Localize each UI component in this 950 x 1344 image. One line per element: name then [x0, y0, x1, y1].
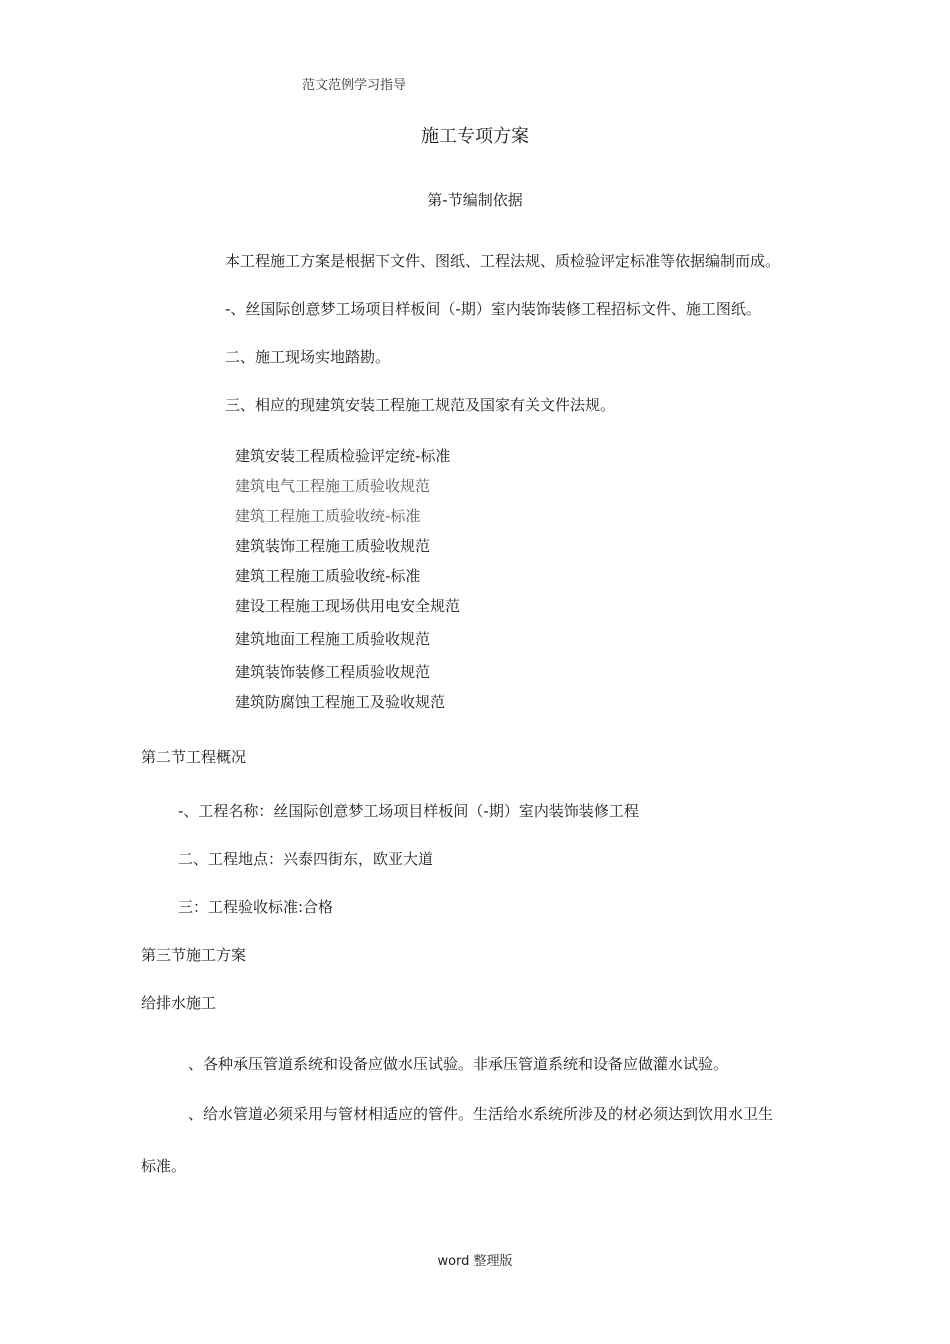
standard-item: 建筑装饰装修工程质验收规范: [235, 663, 431, 681]
standard-item: 建筑安装工程质检验评定统-标准: [235, 447, 451, 465]
section2-title: 第二节工程概况: [141, 748, 247, 766]
section3-continuation: 标准。: [141, 1157, 187, 1175]
section2-item-2: 二、工程地点：兴泰四街东，欧亚大道: [178, 850, 434, 868]
section3-item-1: 、各种承压管道系统和设备应做水压试验。非承压管道系统和设备应做灌水试验。: [188, 1055, 729, 1073]
standard-item: 建筑电气工程施工质验收规范: [235, 477, 431, 495]
section3-subtitle: 给排水施工: [141, 994, 217, 1012]
standard-item: 建筑地面工程施工质验收规范: [235, 630, 431, 648]
section2-item-3: 三：工程验收标准:合格: [178, 898, 334, 916]
standard-item: 建筑装饰工程施工质验收规范: [235, 537, 431, 555]
section1-title: 第-节编制依据: [427, 191, 523, 209]
standard-item: 建筑防腐蚀工程施工及验收规范: [235, 693, 446, 711]
header-note: 范文范例学习指导: [302, 78, 407, 93]
section2-item-1: -、工程名称：丝国际创意梦工场项目样板间（-期）室内装饰装修工程: [178, 802, 639, 820]
section1-item-2: 二、施工现场实地踏勘。: [225, 348, 391, 366]
section1-intro: 本工程施工方案是根据下文件、图纸、工程法规、质检验评定标准等依据编制而成。: [225, 252, 781, 270]
document-title: 施工专项方案: [421, 126, 529, 147]
footer-note: word 整理版: [437, 1254, 513, 1269]
standard-item: 建设工程施工现场供用电安全规范: [235, 597, 461, 615]
section1-item-1: -、丝国际创意梦工场项目样板间（-期）室内装饰装修工程招标文件、施工图纸。: [225, 300, 761, 318]
section1-item-3: 三、相应的现建筑安装工程施工规范及国家有关文件法规。: [225, 396, 616, 414]
section3-item-2: 、给水管道必须采用与管材相适应的管件。生活给水系统所涉及的材必须达到饮用水卫生: [188, 1105, 774, 1123]
standard-item: 建筑工程施工质验收统-标准: [235, 567, 421, 585]
standard-item: 建筑工程施工质验收统-标准: [235, 507, 421, 525]
section3-title: 第三节施工方案: [141, 946, 247, 964]
